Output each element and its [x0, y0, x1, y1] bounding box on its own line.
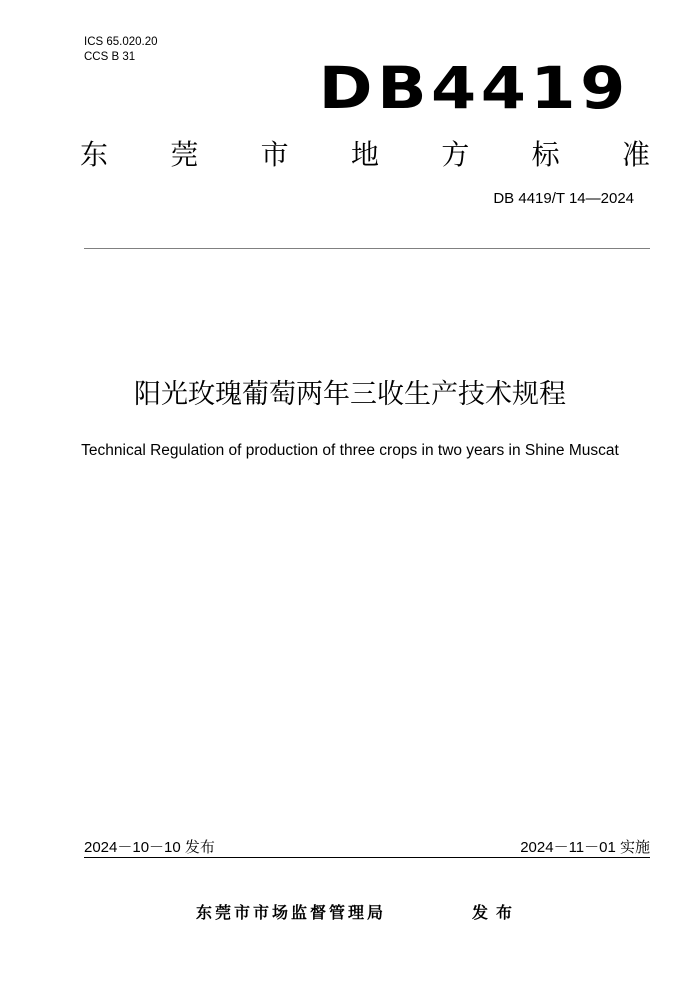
date-divider — [84, 857, 650, 858]
document-title-chinese: 阳光玫瑰葡萄两年三收生产技术规程 — [134, 379, 566, 410]
standard-type-char: 莞 — [170, 138, 199, 171]
standard-type-char: 东 — [80, 138, 109, 171]
issuing-authority: 东莞市市场监督管理局 — [196, 903, 387, 922]
db-logo: DB4419 — [318, 54, 630, 122]
standard-type-char: 准 — [621, 138, 650, 171]
header-divider — [84, 248, 650, 249]
implement-date: 2024－11－01 实施 — [520, 839, 650, 856]
ccs-code: CCS B 31 — [84, 51, 136, 63]
standard-code: DB 4419/T 14—2024 — [493, 190, 634, 207]
standard-type-char: 标 — [531, 138, 560, 171]
publish-date: 2024－10－10 发布 — [84, 839, 215, 856]
ics-code: ICS 65.020.20 — [84, 36, 158, 48]
issue-label: 发布 — [472, 903, 521, 922]
document-title-english: Technical Regulation of production of three crops in two years in Shine Muscat — [81, 442, 619, 459]
standard-type-char: 地 — [350, 138, 379, 171]
standard-type-heading — [80, 138, 650, 172]
standard-type-char: 市 — [260, 138, 289, 171]
standard-type-char: 方 — [441, 138, 470, 171]
classification-codes — [84, 35, 158, 65]
